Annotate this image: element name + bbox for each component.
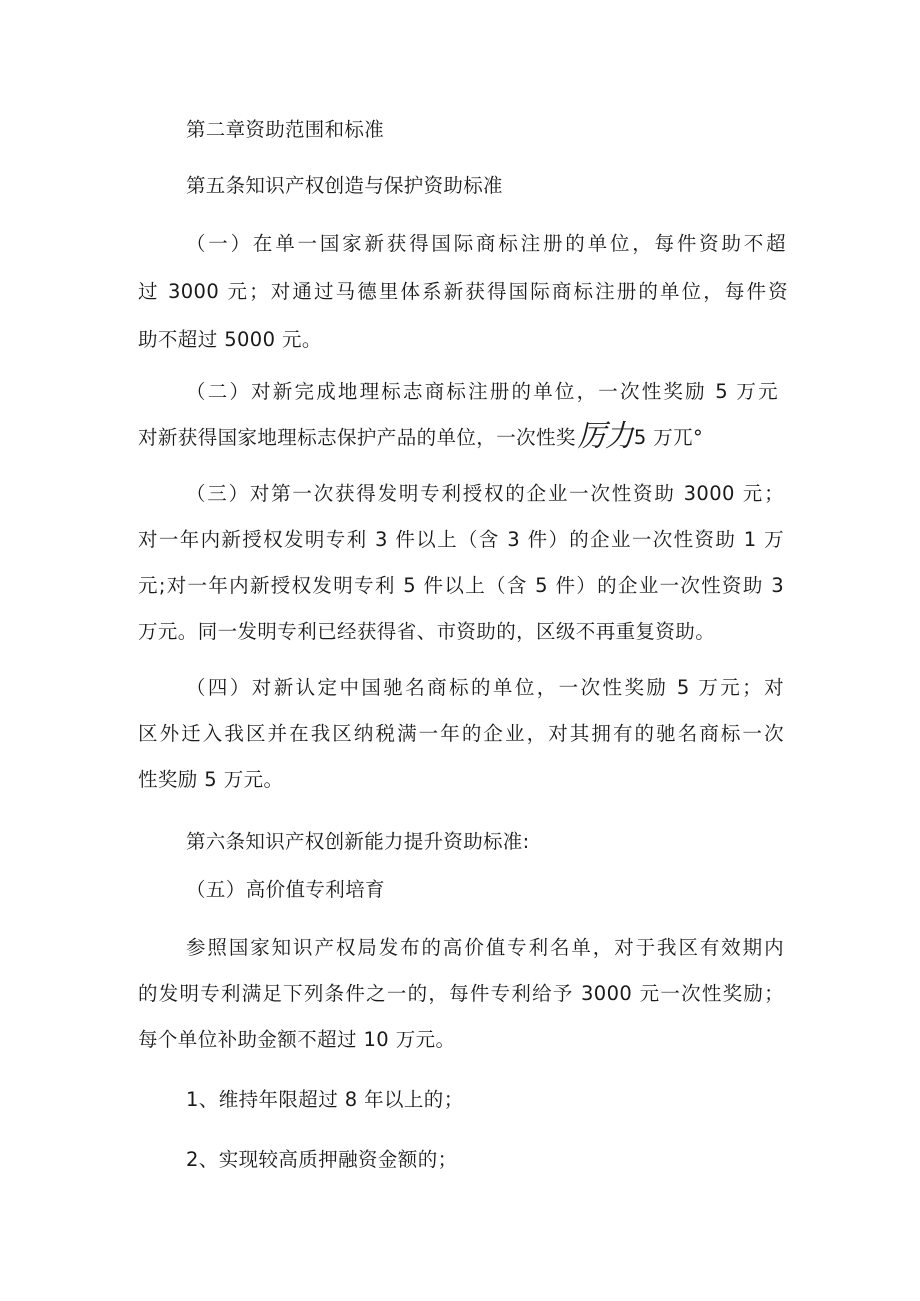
item-5-body-line-2: 的发明专利满足下列条件之一的，每件专利给予 3000 元一次性奖励； (138, 982, 784, 1005)
chapter-heading: 第二章资助范围和标准 (186, 118, 385, 141)
item-2-line-2 (138, 414, 788, 462)
article-5-title: 第五条知识产权创造与保护资助标准 (186, 174, 503, 197)
item-5-body-line-3: 每个单位补助金额不超过 10 万元。 (138, 1028, 456, 1051)
item-5-title: （五）高价值专利培育 (186, 878, 386, 901)
item-3-line-4: 万元。同一发明专利已经获得省、市资助的，区级不再重复资助。 (138, 620, 716, 643)
item-2-line-2-end: 5 万兀° (633, 426, 704, 449)
item-4-line-1: （四）对新认定中国驰名商标的单位，一次性奖励 5 万元；对 (186, 676, 784, 699)
item-3-line-2: 对一年内新授权发明专利 3 件以上（含 3 件）的企业一次性资助 1 万 (138, 528, 784, 551)
item-4-line-3: 性奖励 5 万元。 (138, 768, 284, 791)
item-3-line-3: 元;对一年内新授权发明专利 5 件以上（含 5 件）的企业一次性资助 3 (138, 574, 784, 597)
condition-1: 1、维持年限超过 8 年以上的； (186, 1088, 464, 1111)
item-2-line-2-text: 对新获得国家地理标志保护产品的单位，一次性奖 (138, 426, 576, 449)
item-5-body-line-1: 参照国家知识产权局发布的高价值专利名单，对于我区有效期内 (186, 936, 784, 959)
item-3-line-1: （三）对第一次获得发明专利授权的企业一次性资助 3000 元； (186, 482, 784, 505)
item-1-line-3: 助不超过 5000 元。 (138, 328, 322, 351)
item-1-line-2: 过 3000 元；对通过马德里体系新获得国际商标注册的单位，每件资 (138, 280, 788, 303)
article-6-title: 第六条知识产权创新能力提升资助标准: (186, 830, 530, 853)
item-2-line-1: （二）对新完成地理标志商标注册的单位，一次性奖励 5 万元 (186, 380, 778, 403)
handwritten-correction: 厉力 (577, 419, 633, 454)
item-1-line-1: （一）在单一国家新获得国际商标注册的单位，每件资助不超 (186, 232, 786, 255)
item-4-line-2: 区外迁入我区并在我区纳税满一年的企业，对其拥有的驰名商标一次 (138, 722, 784, 745)
condition-2: 2、实现较高质押融资金额的； (186, 1148, 458, 1171)
